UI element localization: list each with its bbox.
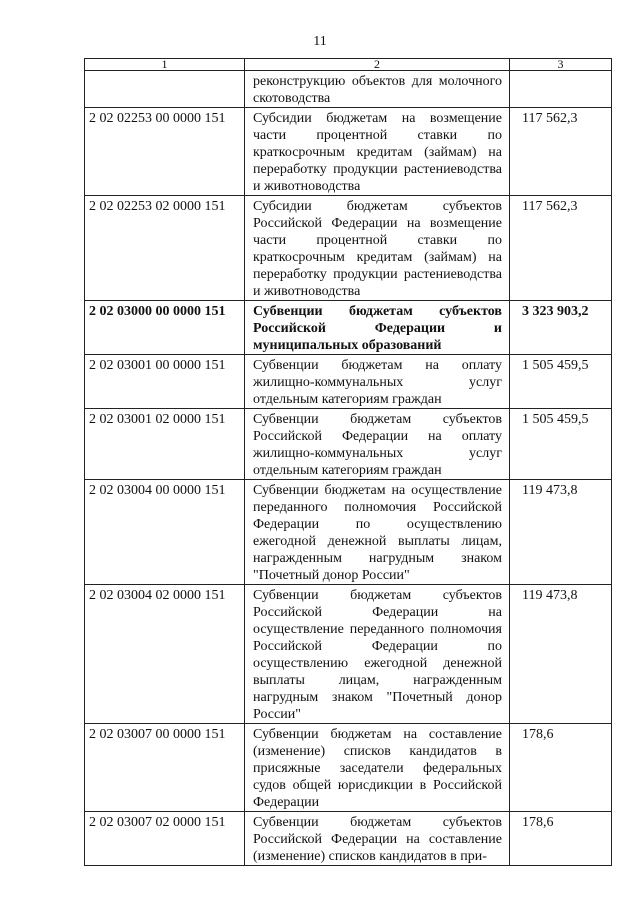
row-code: 2 02 03004 00 0000 151 bbox=[85, 480, 245, 585]
column-header-2: 2 bbox=[245, 59, 510, 71]
table-row bbox=[85, 196, 612, 301]
table-row bbox=[85, 355, 612, 409]
row-code: 2 02 02253 02 0000 151 bbox=[85, 196, 245, 301]
table-row bbox=[85, 812, 612, 866]
row-code: 2 02 03004 02 0000 151 bbox=[85, 585, 245, 724]
table-row bbox=[85, 108, 612, 196]
table-header-row bbox=[85, 59, 612, 71]
row-name: Субвенции бюджетам субъектов Российской Федерации на осуществление переданного полномочия Российской Федерации по осуществлению ежегодной денежной выплаты лицам, награжденным нагрудным знаком "Почетный донор России" bbox=[245, 585, 510, 724]
row-amount: 1 505 459,5 bbox=[510, 355, 612, 409]
row-name: Субсидии бюджетам на возмещение части процентной ставки по краткосрочным кредитам (займам) на переработку продукции растениеводства и животноводства bbox=[245, 108, 510, 196]
table-row bbox=[85, 724, 612, 812]
row-name: Субвенции бюджетам на осуществление переданного полномочия Российской Федерации по осуществлению ежегодной денежной выплаты лицам, награжденным нагрудным знаком "Почетный донор России" bbox=[245, 480, 510, 585]
budget-table bbox=[84, 58, 612, 866]
column-header-1: 1 bbox=[85, 59, 245, 71]
table-row bbox=[85, 585, 612, 724]
row-code: 2 02 02253 00 0000 151 bbox=[85, 108, 245, 196]
row-code: 2 02 03001 02 0000 151 bbox=[85, 409, 245, 480]
row-name: Субвенции бюджетам субъектов Российской Федерации на оплату жилищно-коммунальных услуг отдельным категориям граждан bbox=[245, 409, 510, 480]
row-code: 2 02 03007 00 0000 151 bbox=[85, 724, 245, 812]
row-amount: 117 562,3 bbox=[510, 108, 612, 196]
table-row bbox=[85, 480, 612, 585]
row-name: Субсидии бюджетам субъектов Российской Федерации на возмещение части процентной ставки по краткосрочным кредитам (займам) на переработку продукции растениеводства и животноводства bbox=[245, 196, 510, 301]
row-amount: 117 562,3 bbox=[510, 196, 612, 301]
row-code bbox=[85, 71, 245, 108]
row-amount: 1 505 459,5 bbox=[510, 409, 612, 480]
row-name: Субвенции бюджетам субъектов Российской Федерации на составление (изменение) списков кандидатов в при- bbox=[245, 812, 510, 866]
row-name: Субвенции бюджетам субъектов Российской Федерации и муниципальных образований bbox=[245, 301, 510, 355]
row-amount: 3 323 903,2 bbox=[510, 301, 612, 355]
row-amount: 119 473,8 bbox=[510, 480, 612, 585]
row-name: Субвенции бюджетам на оплату жилищно-коммунальных услуг отдельным категориям граждан bbox=[245, 355, 510, 409]
row-amount: 119 473,8 bbox=[510, 585, 612, 724]
page-number: 11 bbox=[313, 34, 327, 49]
row-code: 2 02 03007 02 0000 151 bbox=[85, 812, 245, 866]
row-code: 2 02 03000 00 0000 151 bbox=[85, 301, 245, 355]
column-header-3: 3 bbox=[510, 59, 612, 71]
row-name: Субвенции бюджетам на составление (изменение) списков кандидатов в присяжные заседатели федеральных судов общей юрисдикции в Российской Федерации bbox=[245, 724, 510, 812]
row-amount: 178,6 bbox=[510, 724, 612, 812]
table-row-total bbox=[85, 301, 612, 355]
row-amount bbox=[510, 71, 612, 108]
table-row bbox=[85, 71, 612, 108]
row-code: 2 02 03001 00 0000 151 bbox=[85, 355, 245, 409]
table-row bbox=[85, 409, 612, 480]
row-name: реконструкцию объектов для молочного скотоводства bbox=[245, 71, 510, 108]
row-amount: 178,6 bbox=[510, 812, 612, 866]
